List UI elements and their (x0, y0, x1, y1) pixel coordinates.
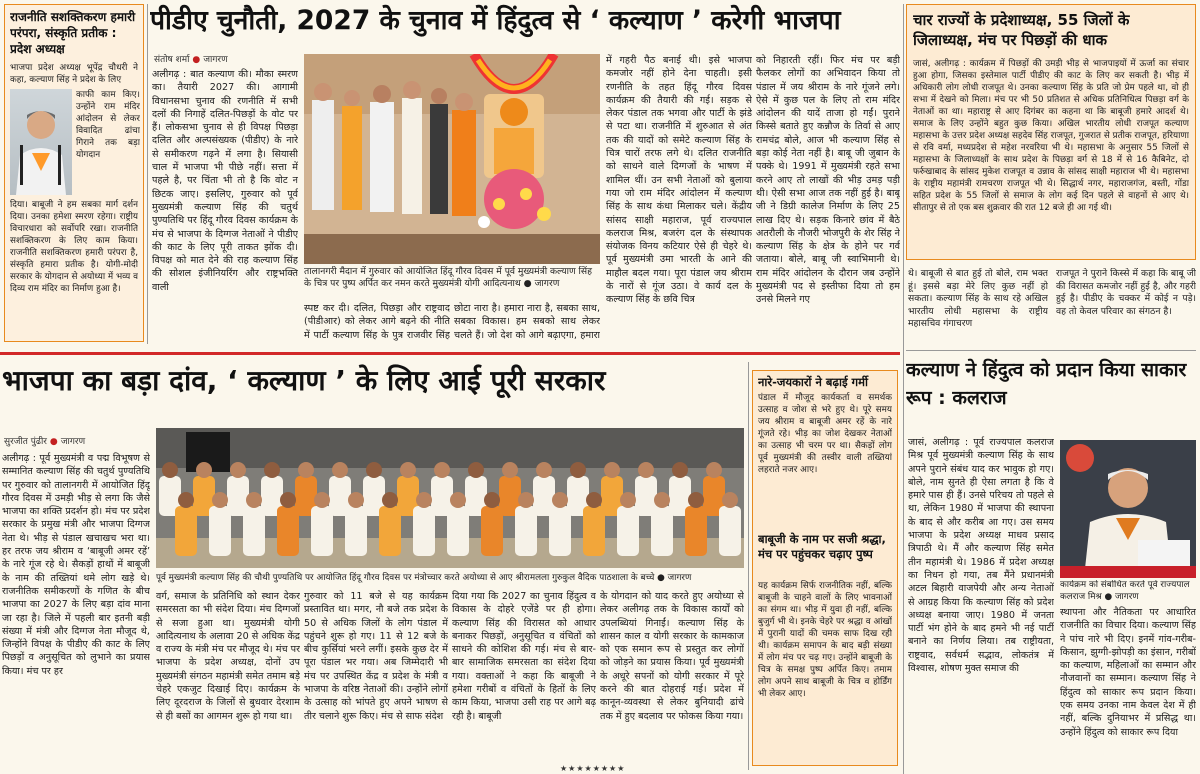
crowd-figure (651, 506, 673, 556)
crowd-figure (583, 506, 605, 556)
crowd-figure (685, 506, 707, 556)
top-byline-paper: जागरण (203, 55, 228, 65)
left-box-text-bottom: दिया। बाबूजी ने हम सबका मार्ग दर्शन दिया। उनका हमेशा स्मरण रहेगा। राष्ट्रीय विचारधारा को सर्वोपरि रखा। राजनीति सशक्तिकरण के लिए काम किया। राजनीति सशक्तिकरण हमारी परंपरा है, संस्कृति हमारा प्रतीक है। योगी-मोदी सरकार के योगदान से अयोध्या में भव्य व दिव्य राम मंदिर का निर्माण हुआ है। (10, 200, 138, 294)
kalraj-col1: जासं, अलीगढ़ : पूर्व राज्यपाल कलराज मिश्र पूर्व मुख्यमंत्री कल्याण सिंह के साथ अपने पुराने संबंध याद कर भावुक हो गए। बोले, नाम सुनते ही ऐसा लगता है कि वे हमारे पास ही हैं। उनसे परिचय तो पहले से था, लेकिन 1980 में भाजपा की स्थापना के बाद से और करीब आ गए। उस समय भाजपा के प्रदेश अध्यक्ष माधव प्रसाद त्रिपाठी थे। मैं और कल्याण सिंह समेत तीन महामंत्री थे। 1986 में प्रदेश अध्यक्ष का निधन हो गया, तब मैंने प्रधानमंत्री अटल बिहारी वाजपेयी और अन्य नेताओं से आग्रह किया कि कल्याण सिंह को प्रदेश अध्यक्ष बनाया जाए। 1980 में जनता पार्टी भंग होने के बाद हमने भी नई पार्टी बनाने का निर्णय लिया। तब राष्ट्रीयता, राष्ट्रवाद, सर्वधर्म सद्भाव, लोकतंत्र में विश्वास, शोषण मुक्त समाज की (908, 437, 1054, 675)
crowd-figure-head (620, 492, 636, 508)
crowd-figure-head (688, 492, 704, 508)
left-box-text-top: भाजपा प्रदेश अध्यक्ष भूपेंद्र चौधरी ने कहा, कल्याण सिंह ने प्रदेश के लिए (10, 63, 138, 85)
crowd-figure-head (604, 462, 620, 478)
kalraj-col2: स्थापना और नैतिकता पर आधारित राजनीति का विचार दिया। कल्याण सिंह ने पांच नारे भी दिए। इनमें गांव-गरीब-किसान, झुग्गी-झोपड़ी का इंसान, गरीबों का कल्याण, महिलाओं का सम्मान और नौजवानों का सम्मान। कल्याण सिंह ने हिंदुत्व को साकार रूप प्रदान किया। एक समय उनका नाम केवल देश में ही नहीं, बल्कि दुनियाभर में प्रसिद्ध था। उन्होंने हिंदुत्व को साकार रूप दिया (1060, 607, 1196, 738)
crowd-figure-head (230, 462, 246, 478)
right-story-headline: चार राज्यों के प्रदेशाध्यक्ष, 55 जिलों के जिलाध्यक्ष, मंच पर पिछड़ों की धाक (913, 11, 1130, 49)
crowd-figure-head (246, 492, 262, 508)
mid-box-text: पंडाल में मौजूद कार्यकर्ता व समर्थक उत्साह व जोश से भरे हुए थे। पूरे समय जय श्रीराम व बाबूजी अमर रहें के नारे गूंजते रहे। भीड़ का जोश देखकर नेताओं का उत्साह भी चरम पर था। सैकड़ों लोग पूर्व मुख्यमंत्री की तस्वीर वाली तख्तियां लहराते नजर आए। (758, 393, 892, 475)
crowd-figure-head (212, 492, 228, 508)
kalraj-photo-caption: कार्यक्रम को संबोधित करते पूर्व राज्यपाल कलराज मिश्र ● जागरण (1060, 580, 1190, 602)
bottom-story-photo (156, 428, 744, 568)
bottom-byline-name: सुरजीत पुंढीर (4, 437, 47, 447)
kalraj-story (906, 356, 1196, 774)
crowd-figure-head (196, 462, 212, 478)
leader-portrait (10, 89, 72, 195)
top-story-headline: पीडीए चुनौती, 2027 के चुनाव में हिंदुत्व से ‘ कल्याण ’ करेगी भाजपा (150, 5, 841, 36)
column-rule (147, 4, 148, 344)
crowd-figure-head (518, 492, 534, 508)
column-rule (748, 362, 749, 770)
crowd-figure (311, 506, 333, 556)
crowd-figure (413, 506, 435, 556)
bottom-story-col4: दिया गया कि 2027 का चुनाव हिंदुत्व व विकास के दोहरे एजेंडे पर ही होगा। कल्याण सिंह की विरासत को आधार बनाकर पिछड़ों, अनुसूचित व वंचितों को साधने की कोशिश की गई। मंच से बार-बार सामाजिक समरसता का संदेश दिया गया। वक्ताओं ने कहा कि बाबूजी ने हमेशा गरीबों व वंचितों के हितों के लिए काम किया, भाजपा उसी राह पर आगे बढ़ रही है। बाबूजी (452, 591, 596, 722)
bottom-story-headline: भाजपा का बड़ा दांव, ‘ कल्याण ’ के लिए आई पूरी सरकार (2, 364, 606, 397)
crowd-figure-head (638, 462, 654, 478)
crowd-figure-head (450, 492, 466, 508)
bottom-story-col1: अलीगढ़ : पूर्व मुख्यमंत्री व पद्म विभूषण से सम्मानित कल्याण सिंह की चतुर्थ पुण्यतिथि पर गुरुवार को तालानगरी में आयोजित हिंदू गौरव दिवस में उमड़ी भीड़ से लगा कि जैसे भाजपा का शक्ति प्रदर्शन हो। मंच पर प्रदेश सरकार के प्रमुख मंत्री और भाजपा दिग्गज नेता थे। भीड़ से पंडाल खचाखच भरा था। हर तरफ जय श्रीराम व ‘बाबूजी अमर रहें’ के नारे गूंज रहे थे। सैकड़ों हाथों में बाबूजी के नाम की तख्तियां थमे लोग खड़े थे। राजनीतिक समीकरणों के गणित के बीच भाजपा का 2027 के लिए बड़ा दांव माना जा रहा है। जिले में पहली बार इतनी बड़ी संख्या में मंत्री और दिग्गज नेता मौजूद थे, जिन्होंने विपक्ष के पीडीए की काट के लिए पिछड़ों व अनुसूचित को लुभाने का प्रयास किया। मंच पर हर (2, 453, 150, 677)
crowd-figure-head (348, 492, 364, 508)
mid-box-heading: नारे-जयकारों ने बढ़ाई गर्मी (758, 375, 868, 389)
crowd-figure (175, 506, 197, 556)
crowd-figure (379, 506, 401, 556)
bottom-story-col5: के योगदान को याद करते हुए अयोध्या से लेकर अलीगढ़ तक के विकास कार्यों को उपलब्धियां गिनाईं। कल्याण सिंह के शासन काल व योगी सरकार के कामकाज को एक समान रूप से प्रस्तुत कर लोगों को जोड़ने का प्रयास किया। पूर्व मुख्यमंत्री के अधूरे सपनों को योगी सरकार में पूरे करने की बात दोहराई गई। प्रदेश में कानून-व्यवस्था से लेकर बुनियादी ढांचे तक में हुए बदलाव पर फोकस किया गया। (600, 591, 744, 722)
kalraj-headline: कल्याण ने हिंदुत्व को प्रदान किया साकार रूप : कलराज (906, 359, 1187, 409)
crowd-figure-head (366, 462, 382, 478)
crowd-figure (617, 506, 639, 556)
crowd-figure-head (502, 462, 518, 478)
bottom-story-col2: वर्ग, समाज के प्रतिनिधि को स्थान देकर समरसता का भी संदेश दिया। मंच दिग्गजों से सजा हुआ था। मुख्यमंत्री योगी आदित्यनाथ के अलावा 20 से अधिक केंद्र व राज्य के मंत्री मंच पर मौजूद थे। मंच पर भाजपा के प्रदेश अध्यक्ष, दोनों उप मुख्यमंत्री संगठन महामंत्री समेत तमाम बड़े चेहरे एकजुट दिखाई दिए। कार्यक्रम के लिए दूरदराज के जिलों से बुधवार देरशाम से ही बसों का आगमन शुरू हो गया था। (156, 591, 300, 722)
bottom-byline-paper: जागरण (60, 437, 86, 447)
crowd-figure-head (162, 462, 178, 478)
crowd-figure (345, 506, 367, 556)
crowd-figure (447, 506, 469, 556)
top-story-photo (304, 54, 600, 264)
crowd-figure-head (552, 492, 568, 508)
right-divider (906, 350, 1196, 351)
column-rule (903, 4, 904, 774)
top-story (150, 4, 900, 344)
right-story-col-b: राजपूत ने पुराने किस्से में कहा कि बाबू जी की विरासत कमजोर नहीं हुई है, और गहरी हुई है। पीडीए के चक्कर में कोई न पड़े। वह तो केवल परिवार का संगठन है। (1056, 268, 1196, 317)
mid-box-heading2: बाबूजी के नाम पर सजी श्रद्धा, मंच पर पहुंचकर चढ़ाए पुष्प (758, 532, 886, 561)
crowd-figure-head (434, 462, 450, 478)
crowd-figure-head (400, 462, 416, 478)
top-story-col3: छोटा नारा है। हमारा नारा है, सबका साथ, सबका विकास। हम सबको साथ लेकर चलते हैं। जो देश को आगे बढ़ाएगा, हमारा (454, 303, 600, 341)
crowd-figure (277, 506, 299, 556)
right-story-box (906, 4, 1196, 260)
crowd-figure-head (570, 462, 586, 478)
top-byline-name: संतोष शर्मा (154, 55, 190, 65)
crowd-figure-head (280, 492, 296, 508)
bottom-story-photo-caption: पूर्व मुख्यमंत्री कल्याण सिंह की चौथी पुण्यतिथि पर आयोजित हिंदू गौरव दिवस पर मंत्रोच्चार करते अयोध्या से आए श्रीरामलला गुरुकुल वैदिक पाठशाला के बच्चे ● जागरण (156, 573, 692, 583)
crowd-figure-head (382, 492, 398, 508)
bottom-story (2, 362, 744, 774)
top-story-col1: अलीगढ़ : बात कल्याण की। मौका स्मरण का। तैयारी 2027 की। आगामी विधानसभा चुनाव की रणनीति में सभी दलों की निगाहें दलित-पिछड़ों के वोट पर हैं। लोकसभा चुनाव से ही विपक्ष पिछड़ा दलित और अल्पसंख्यक (पीडीए) के नारे से समीकरण गढ़ने में लगा है। सियासी चाल में भाजपा भी पीछे नहीं। सत्ता में पहले है, पर चिंता भी तो है कि वोट न छिटक जाए। इसलिए, गुरुवार को पूर्व मुख्यमंत्री कल्याण सिंह की चतुर्थ पुण्यतिथि पर हिंदू गौरव दिवस कार्यक्रम के मंच से भाजपा के दिग्गज नेताओं ने पीडीए की काट के लिए पूरी ताकत झोंक दी। विपक्ष को मात देने की राह कल्याण सिंह की सोशल इंजीनियरिंग और राष्ट्रभक्ति वाली (152, 69, 298, 293)
crowd-figure-head (654, 492, 670, 508)
crowd-figure-head (332, 462, 348, 478)
byline-dot: ● (49, 437, 61, 447)
crowd-figure-head (722, 492, 738, 508)
crowd-figure-head (484, 492, 500, 508)
left-box-text-side: काफी काम किए। उन्होंने राम मंदिर आंदोलन से लेकर विवादित ढांचा गिराने तक बड़ा योगदान (76, 90, 140, 160)
crowd-figure-head (416, 492, 432, 508)
crowd-figure-head (178, 492, 194, 508)
bottom-story-byline (4, 434, 85, 447)
crowd-figure (515, 506, 537, 556)
crowd-figure-head (264, 462, 280, 478)
top-story-byline (154, 52, 228, 65)
crowd-figure-head (314, 492, 330, 508)
footer-stars: ★★★★★★★★ (560, 764, 626, 773)
crowd-figure-head (468, 462, 484, 478)
right-story-text: जासं, अलीगढ़ : कार्यक्रम में पिछड़ों की उमड़ी भीड़ से भाजपाइयों में ऊर्जा का संचार हुआ होगा, जिसका इस्तेमाल पार्टी पीडीए की काट के लिए कर सकती है। भीड़ में अधिकारी लोग लोधी राजपूत थे। उनका कल्याण सिंह के प्रति जो प्रेम पहले था, वो ही सभा में देखने को मिला। मंच पर भी 50 प्रतिशत से अधिक प्रतिनिधित्व पिछड़ा वर्ग के नेताओं का था। महाराष्ट्र से आए दिगंबर का कहना था कि बाबूजी हमारे आदर्श थे। समाज के लिए उन्होंने बहुत कुछ किया। अखिल भारतीय लोधी राजपूत कल्याण महासभा के उत्तर प्रदेश अध्यक्ष सहदेव सिंह राजपूत, गुजरात से प्रतीक राजपूत, हरियाणा से रवि वर्मा, मध्यप्रदेश से महेश नरवरिया भी थे। महासभा के अनुसार 55 जिलों से महासभा के जिलाध्यक्षों के साथ प्रदेश के पिछड़ा वर्ग से 18 में से 16 कैबिनेट, दो फर्रुखाबाद के सांसद मुकेश राजपूत व उन्नाव के सांसद साक्षी महाराज भी थे। महासभा के राष्ट्रीय महामंत्री रामचरण राजपूत भी थे। सिद्धार्थ नगर, महाराजगंज, बस्ती, गोंडा सहित प्रदेश के 55 जिलों से समाज के लोग कई दिन पहले से वाहनों से आए थे। सीतापुर से तो एक बस शुक्रवार की रात 12 बजे ही आ गई थी। (913, 59, 1189, 213)
top-story-col4: में गहरी पैठ बनाई थी। इसे भाजपा कमजोर नहीं होने देना चाहती। इसी रणनीति के तहत हिंदू गौरव दिवस कार्यक्रम की तैयारी की गई। सड़क से लेकर पंडाल तक भगवा और पार्टी के झंडे से पटा था। राजनीति में शुरुआत से अंत तक की यादों को समेटे कल्याण सिंह के चित्र चारों तरफ लगे थे। दलित राजनीति को साधने वाले दिग्गजों के भाषण में शामिल थीं। उन सभी नेताओं को बुलाया गया जो राम मंदिर आंदोलन में कल्याण सिंह के साथ कंधा मिलाकर चले। केंद्रीय सांसद साक्षी महाराज, पूर्व राज्यपाल कलराज मिश्र, बजरंग दल के संस्थापक संयोजक विनय कटियार ऐसे ही चेहरे थे। पूर्व मुख्यमंत्री उमा भारती के आने की माहौल बदल गया। पूरा पंडाल जय श्रीराम के नारों से गूंज उठा। वे कार्य दल के कल्याण सिंह के छवि चित्र (606, 55, 752, 306)
crowd-figure (549, 506, 571, 556)
top-story-col2: स्पष्ट कर दी। दलित, पिछड़ा और राष्ट्रवाद (पीडीआर) को लेकर आगे बढ़ने की नीति में पार्टी कल्याण सिंह के पुत्र राजवीर सिंह (304, 303, 450, 341)
crowd-figure-head (672, 462, 688, 478)
mid-sidebar-box (752, 370, 898, 766)
crowd-figure-head (298, 462, 314, 478)
section-divider (0, 352, 900, 355)
crowd-figure (209, 506, 231, 556)
crowd-figure (481, 506, 503, 556)
top-story-photo-caption: तालानगरी मैदान में गुरुवार को आयोजित हिंदू गौरव दिवस में पूर्व मुख्यमंत्री कल्याण सिंह के चित्र पर पुष्प अर्पित कर नमन करते मुख्यमंत्री योगी आदित्यनाथ ● जागरण (304, 266, 592, 289)
byline-dot: ● (192, 55, 204, 65)
top-story-col5: को निहारती रहीं। फिर मंच पर बड़ी फैलकर लोगों का अभिवादन किया तो पंडाल में जय श्रीराम के नारे गूंजने लगे। ऐसे में कुछ पल के लिए तो राम मंदिर आंदोलन की यादें ताजा हो गईं। पुराने किस्से बताते हुए कन्नौज के तिर्वा से आए रामचंद्र बोले, आज भी कल्याण सिंह से बड़ा कोई नेता नहीं है। बाबू जी जुबान के पक्के थे। 1991 में मुख्यमंत्री रहते सभा करने आए तो लाखों की भीड़ उमड़ पड़ी थी। ऐसी सभा आज तक नहीं हुई है। बाबू जी ने डिग्री कालेज निर्माण के लिए 25 लाख दिए थे। सड़क किनारे छांव में बैठे अतरौली के नौजरी भोजपुरी के शेर सिंह ने कल्याण सिंह के क्षेत्र के होने पर गर्व जताया। बोले, बाबू जी स्वाभिमानी थे। राम मंदिर आंदोलन के दौरान जब उन्होंने मुख्यमंत्री पद से इस्तीफा दिया तो हम उनसे मिलने गए (756, 55, 900, 306)
mid-box-text2: यह कार्यक्रम सिर्फ राजनीतिक नहीं, बल्कि बाबूजी के चाहने वालों के लिए भावनाओं का संगम था। भीड़ में युवा ही नहीं, बल्कि बुजुर्ग भी थे। इनके चेहरे पर श्रद्धा व आंखों में पुरानी यादों की चमक साफ दिख रही थी। कार्यक्रम समापन के बाद बड़ी संख्या में लोग मंच पर चढ़ गए। उन्होंने बाबूजी के चित्र के समक्ष पुष्प अर्पित किए। तमाम लोग अपने साथ बाबूजी के चित्र व होर्डिंग भी लेकर आए। (758, 581, 892, 699)
left-box-heading: राजनीति सशक्तिकरण हमारी परंपरा, संस्कृति प्रतीक : प्रदेश अध्यक्ष (10, 10, 136, 56)
kalraj-photo (1060, 440, 1196, 578)
crowd-figure-head (536, 462, 552, 478)
crowd-figure-head (586, 492, 602, 508)
bottom-story-col3: गुरुवार को 11 बजे से यह कार्यक्रम प्रस्तावित था। मगर, नौ बजे तक प्रदेश के 50 से अधिक जिलों के लोग पंडाल में पहुंचने शुरू हो गए। 11 से 12 बजे के बीच कुर्सियां भरने लगीं। इसके कुछ देर में पूरा पंडाल भर गया। अब जिम्मेदारी भी मंच पर उपस्थित केंद्र व प्रदेश के मंत्री व भाजपा के वरिष्ठ नेताओं की। उन्होंने लोगों के उत्साह को भांपते हुए अपने भाषण से तीर चलाने शुरू किए। मंच से साफ संदेश (304, 591, 448, 722)
right-story-col-a: थे। बाबूजी से बात हुई तो बोले, राम भक्त हूं। इससे बड़ा मेरे लिए कुछ नहीं हो सकता। कल्याण सिंह के साथ रहे अखिल भारतीय लोधी महासभा के राष्ट्रीय महासचिव गंगाचरण (908, 268, 1048, 330)
crowd-figure (719, 506, 741, 556)
crowd-figure-head (706, 462, 722, 478)
crowd-figure (243, 506, 265, 556)
left-sidebar-box (4, 4, 144, 342)
